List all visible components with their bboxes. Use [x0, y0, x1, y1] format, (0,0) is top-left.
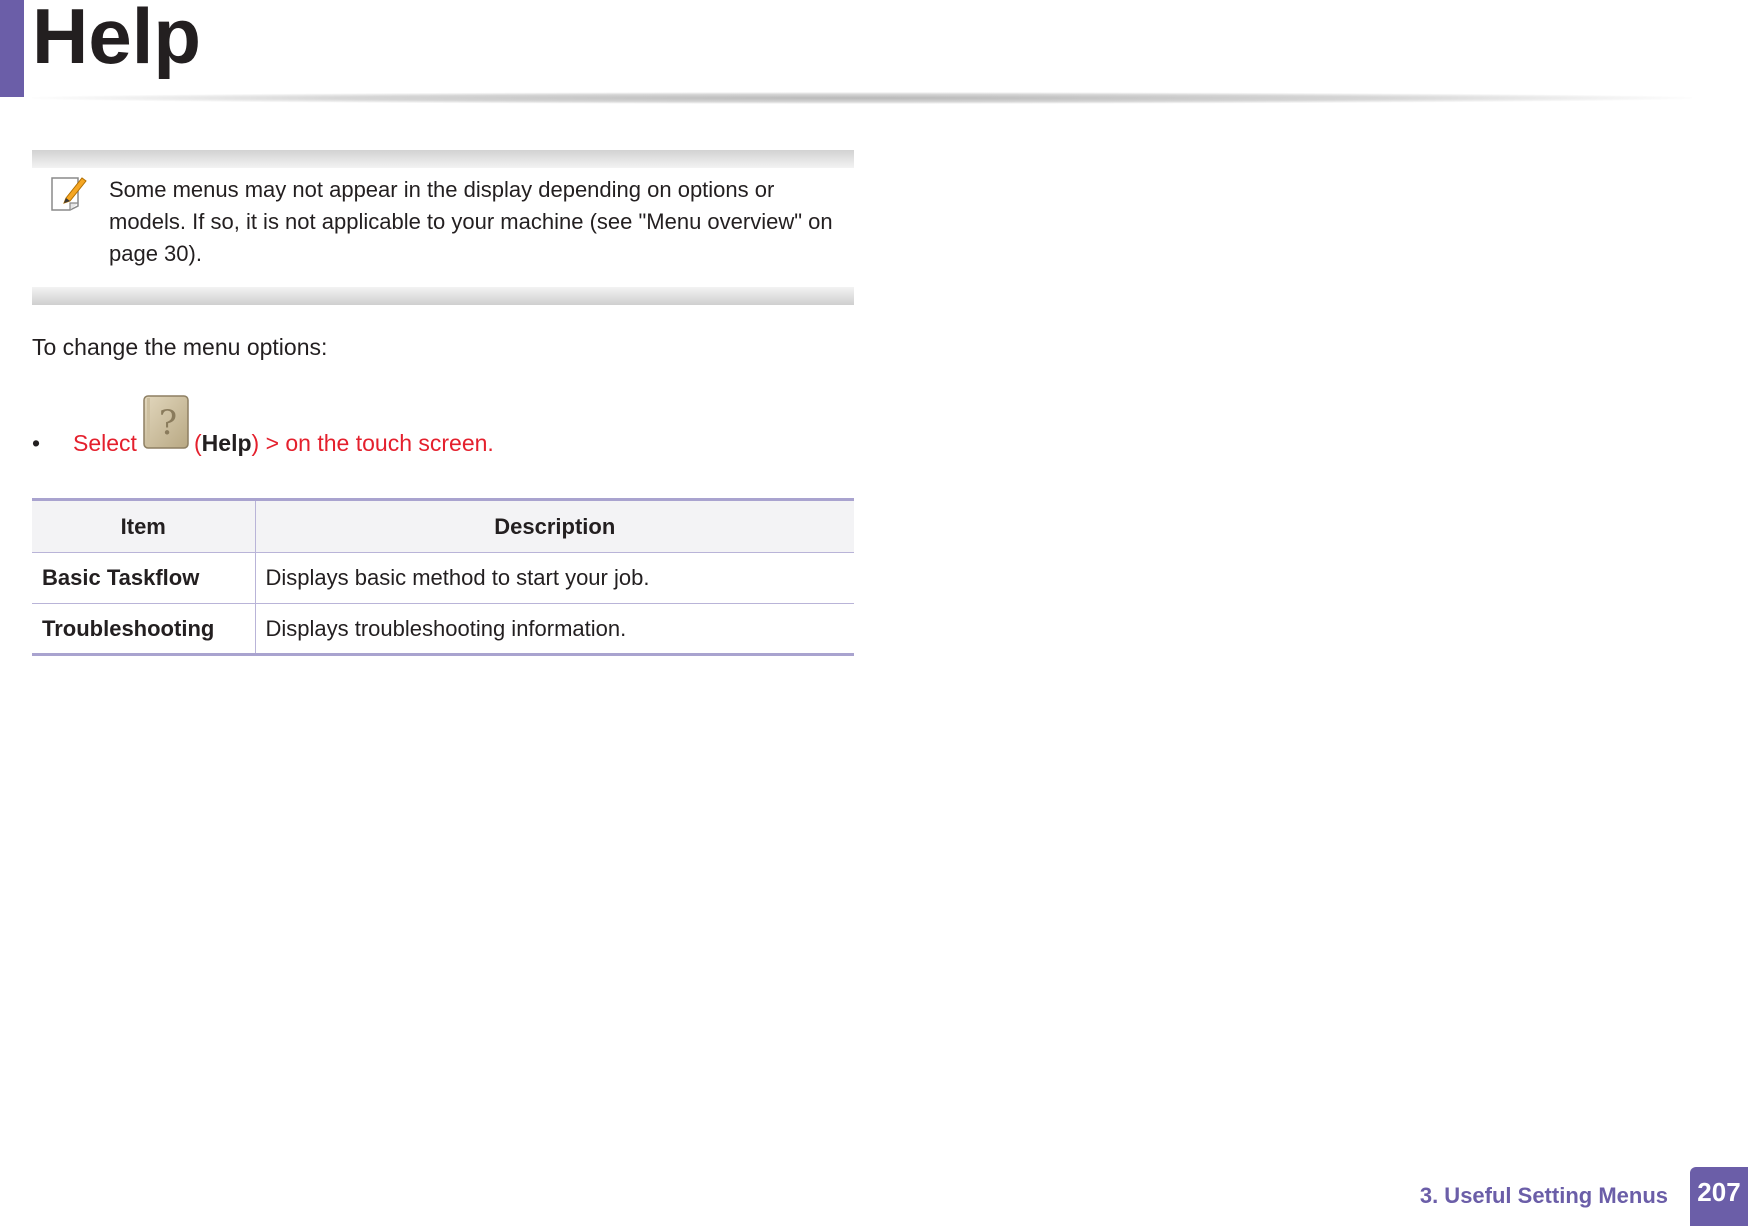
bullet: •	[32, 430, 41, 456]
item-cell: Basic Taskflow	[32, 553, 255, 604]
note-top-border	[32, 150, 854, 168]
header-accent-bar	[0, 0, 24, 97]
description-cell: Displays basic method to start your job.	[255, 553, 854, 604]
table-header-row	[32, 500, 854, 553]
column-header-description: Description	[255, 500, 854, 553]
description-cell: Displays troubleshooting information.	[255, 604, 854, 655]
page-number: 207	[1690, 1167, 1748, 1226]
item-cell: Troubleshooting	[32, 604, 255, 655]
step-select-text: Select	[73, 430, 137, 456]
table-row	[32, 604, 854, 655]
table-row	[32, 553, 854, 604]
step-item	[32, 394, 832, 464]
help-menu-table	[32, 498, 854, 656]
note-box	[32, 150, 854, 305]
step-instruction: (Help) > on the touch screen.	[194, 430, 494, 456]
svg-text:?: ?	[158, 403, 178, 443]
column-header-item: Item	[32, 500, 255, 553]
intro-text: To change the menu options:	[32, 334, 328, 360]
page-title: Help	[32, 0, 202, 80]
title-divider	[32, 92, 1692, 104]
help-label: Help	[201, 430, 252, 456]
note-text: Some menus may not appear in the display depending on options or models. If so, it is not applicable to your machine (see "Menu overview" on page 30).	[109, 177, 833, 266]
note-pencil-icon	[48, 172, 90, 214]
footer-section-label: 3. Useful Setting Menus	[1419, 1183, 1668, 1208]
note-bottom-border	[32, 287, 854, 305]
help-book-icon	[142, 394, 190, 450]
